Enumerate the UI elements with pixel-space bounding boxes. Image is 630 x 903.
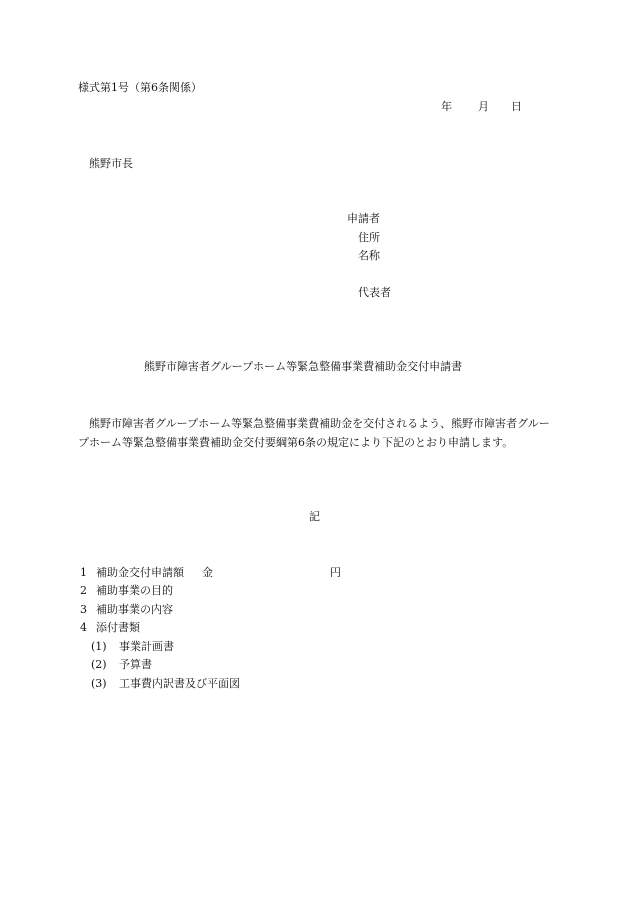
attachment-number: (3) — [91, 677, 107, 690]
list-item — [80, 621, 140, 635]
attachment-item — [91, 640, 174, 654]
attachment-label: 事業計画書 — [119, 640, 174, 653]
applicant-representative: 代表者 — [358, 286, 391, 299]
item-label: 補助事業の目的 — [96, 584, 173, 597]
amount-prefix: 金 — [202, 566, 213, 579]
item-label: 補助事業の内容 — [96, 603, 173, 616]
body-paragraph: 熊野市障害者グループホーム等緊急整備事業費補助金を交付されるよう、熊野市障害者グループホーム等緊急整備事業費補助金交付要綱第6条の規定により下記のとおり申請します。 — [78, 417, 550, 449]
attachment-label: 工事費内訳書及び平面図 — [119, 677, 240, 690]
attachment-label: 予算書 — [119, 658, 152, 671]
list-item — [80, 603, 173, 617]
attachment-number: (2) — [91, 658, 107, 671]
list-item — [80, 566, 184, 580]
date-month: 月 — [478, 100, 489, 113]
applicant-name: 名称 — [358, 249, 380, 262]
item-label: 添付書類 — [96, 621, 140, 634]
attachment-number: (1) — [91, 640, 107, 653]
date-year: 年 — [441, 100, 452, 113]
ki-heading: 記 — [309, 510, 320, 523]
item-label: 補助金交付申請額 — [96, 566, 184, 579]
item-number: 3 — [80, 603, 87, 616]
addressee: 熊野市長 — [89, 157, 133, 170]
attachment-item — [91, 658, 152, 672]
list-item — [80, 584, 173, 598]
applicant-address: 住所 — [358, 231, 380, 244]
form-number: 様式第1号（第6条関係） — [78, 81, 202, 94]
item-number: 2 — [80, 584, 87, 597]
attachment-item — [91, 677, 240, 691]
document-title: 熊野市障害者グループホーム等緊急整備事業費補助金交付申請書 — [144, 360, 463, 373]
applicant-label: 申請者 — [347, 212, 380, 225]
date-day: 日 — [511, 100, 522, 113]
item-number: 4 — [80, 621, 87, 634]
item-number: 1 — [80, 566, 87, 579]
amount-suffix: 円 — [330, 566, 341, 579]
